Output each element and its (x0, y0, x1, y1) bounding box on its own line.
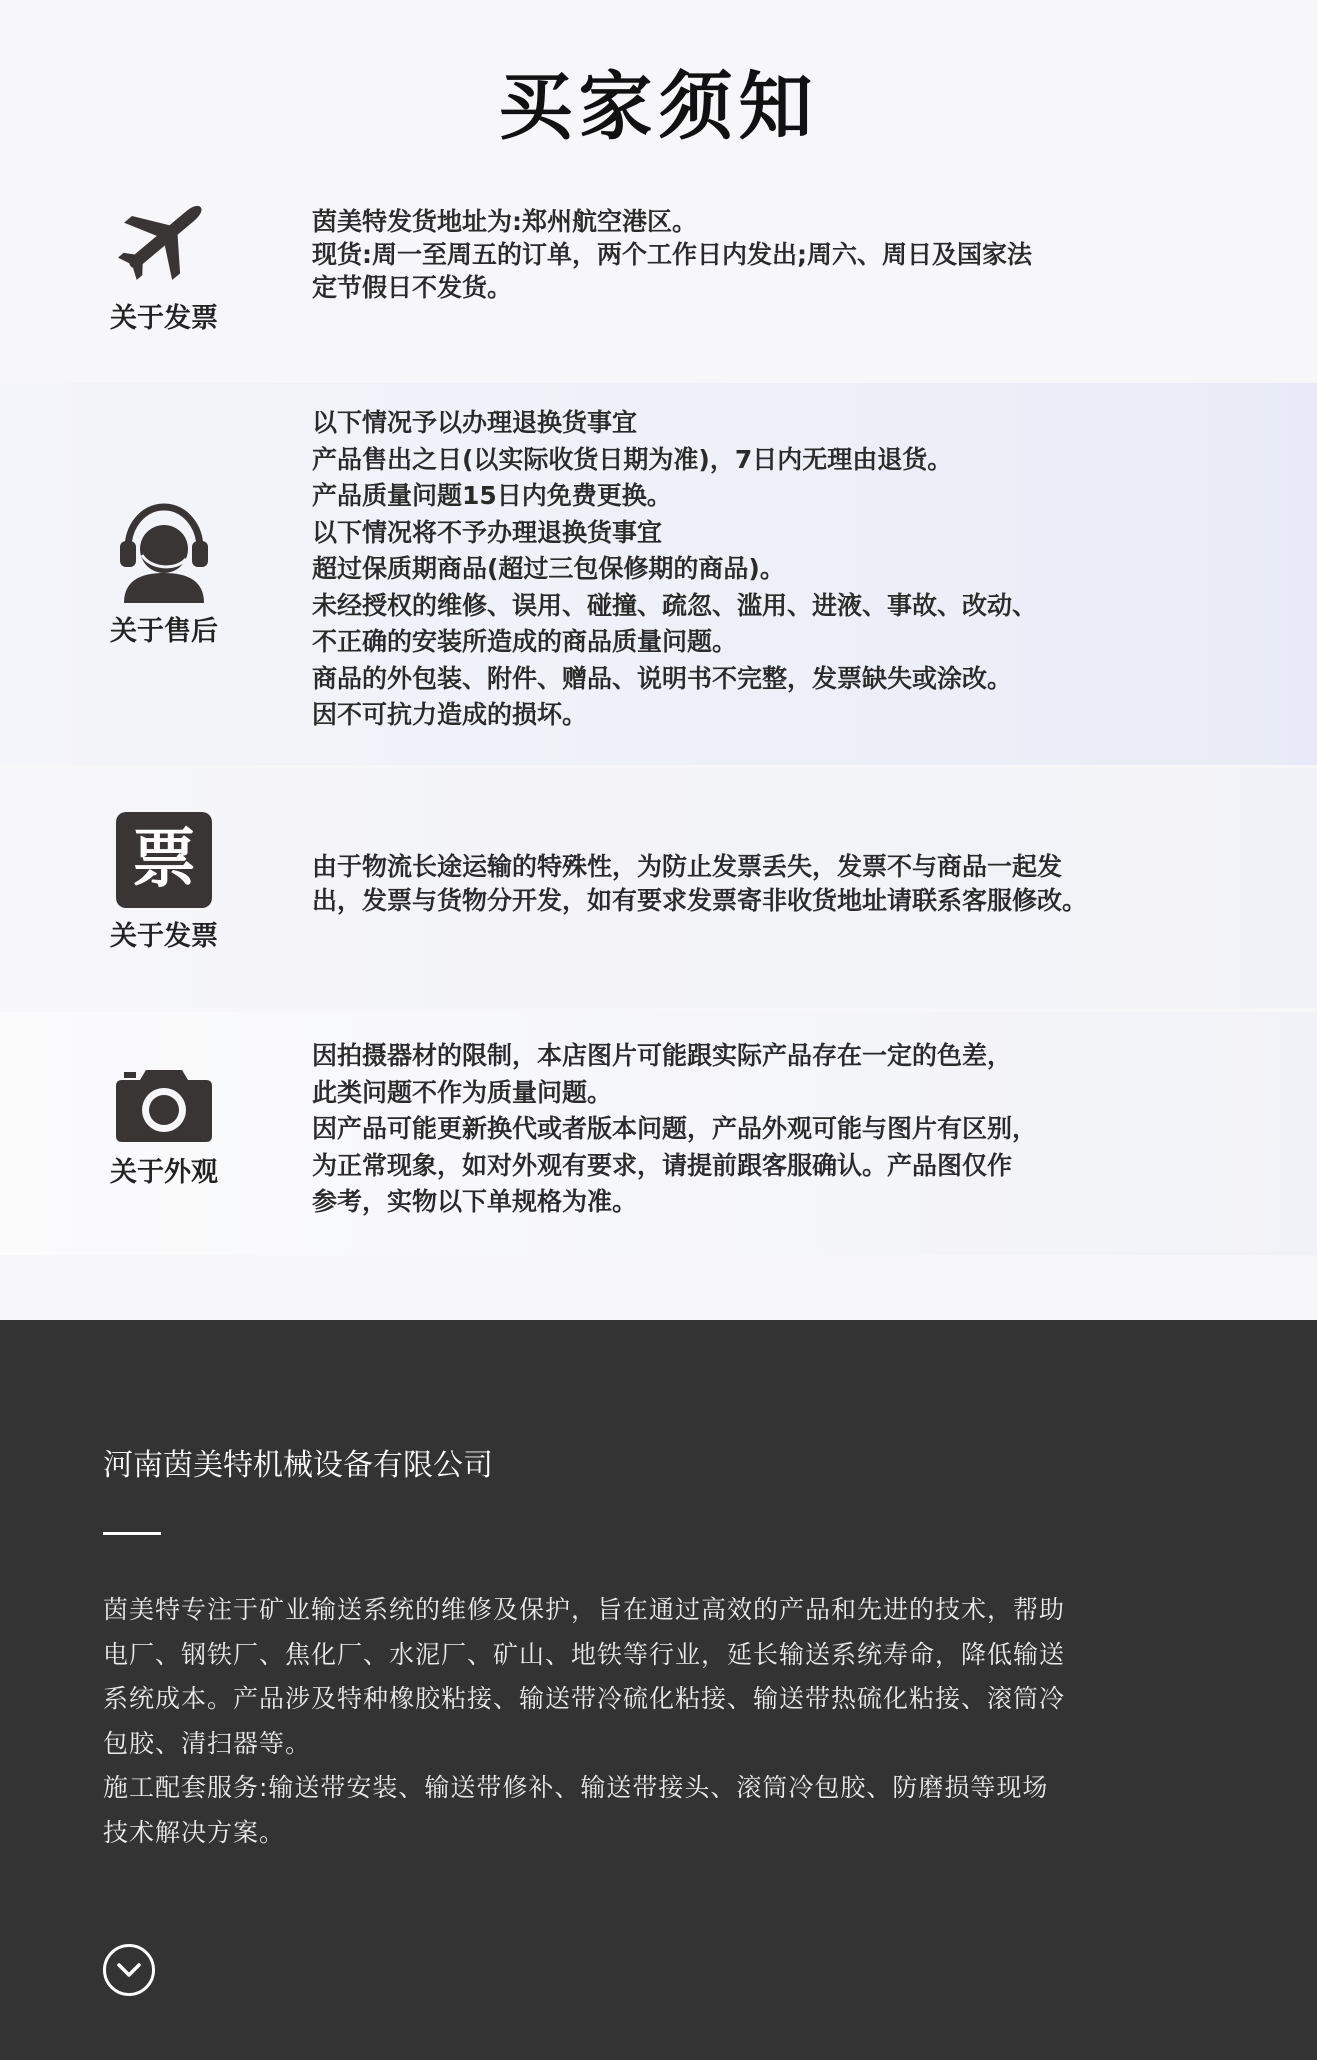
expand-button[interactable] (103, 1944, 155, 1996)
text-line: 产品售出之日(以实际收货日期为准)，7日内无理由退货。 (312, 444, 953, 474)
company-footer (0, 1320, 1317, 2060)
shipping-text (312, 205, 1272, 304)
text-line: 此类问题不作为质量问题。 (312, 1077, 613, 1107)
invoice-text (312, 850, 1272, 918)
invoice-section (0, 768, 1317, 1008)
text-line: 因产品可能更新换代或者版本问题，产品外观可能与图片有区别， (312, 1114, 1038, 1143)
section-label: 关于发票 (110, 303, 218, 334)
description-line: 包胶、清扫器等。 (103, 1728, 312, 1758)
text-line: 以下情况将不予办理退换货事宜 (312, 517, 663, 547)
text-line: 因拍摄器材的限制，本店图片可能跟实际产品存在一定的色差， (312, 1041, 1013, 1070)
text-line: 以下情况予以办理退换货事宜 (312, 408, 638, 437)
description-line: 施工配套服务:输送带安装、输送带修补、输送带接头、滚筒冷包胶、防磨损等现场 (103, 1773, 1049, 1802)
invoice-icon-group (100, 812, 228, 953)
section-label: 关于发票 (110, 921, 218, 952)
headset-icon (114, 499, 214, 603)
description-line: 系统成本。产品涉及特种橡胶粘接、输送带冷硫化粘接、输送带热硫化粘接、滚筒冷 (103, 1684, 1066, 1713)
company-description (103, 1588, 1223, 1855)
text-line: 现货:周一至周五的订单，两个工作日内发出;周六、周日及国家法 (312, 240, 1032, 269)
shipping-section (0, 180, 1317, 380)
text-line: 不正确的安装所造成的商品质量问题。 (312, 627, 738, 656)
appearance-section (0, 1012, 1317, 1255)
after-sales-text (312, 405, 1272, 734)
airplane-icon (112, 186, 216, 290)
invoice-icon: 票 (116, 812, 212, 908)
description-line: 茵美特专注于矿业输送系统的维修及保护，旨在通过高效的产品和先进的技术，帮助 (103, 1595, 1066, 1624)
section-label: 关于外观 (110, 1157, 218, 1188)
section-label: 关于售后 (110, 616, 218, 647)
text-line: 定节假日不发货。 (312, 273, 513, 302)
text-line: 为正常现象，如对外观有要求，请提前跟客服确认。产品图仅作 (312, 1150, 1013, 1180)
text-line: 由于物流长途运输的特殊性，为防止发票丢失，发票不与商品一起发 (312, 852, 1063, 881)
camera-icon (114, 1064, 214, 1144)
appearance-text (312, 1038, 1272, 1221)
description-line: 技术解决方案。 (103, 1817, 286, 1847)
shipping-icon-group (100, 186, 228, 335)
text-line: 产品质量问题15日内免费更换。 (312, 481, 672, 510)
page-title: 买家须知 (498, 64, 819, 150)
text-line: 商品的外包装、附件、赠品、说明书不完整，发票缺失或涂改。 (312, 663, 1013, 693)
after-sales-icon-group (100, 499, 228, 648)
chevron-down-circle-icon (106, 1947, 152, 1993)
text-line: 出，发票与货物分开发，如有要求发票寄非收货地址请联系客服修改。 (312, 886, 1088, 915)
text-line: 超过保质期商品(超过三包保修期的商品)。 (312, 554, 785, 583)
after-sales-section (0, 383, 1317, 765)
text-line: 参考，实物以下单规格为准。 (312, 1187, 638, 1216)
text-line: 未经授权的维修、误用、碰撞、疏忽、滥用、进液、事故、改动、 (312, 590, 1038, 620)
appearance-icon-group (100, 1064, 228, 1189)
text-line: 因不可抗力造成的损坏。 (312, 700, 588, 729)
company-name: 河南茵美特机械设备有限公司 (103, 1448, 493, 1483)
description-line: 电厂、钢铁厂、焦化厂、水泥厂、矿山、地铁等行业，延长输送系统寿命，降低输送 (103, 1639, 1066, 1669)
text-line: 茵美特发货地址为:郑州航空港区。 (312, 207, 697, 236)
divider (103, 1532, 161, 1535)
